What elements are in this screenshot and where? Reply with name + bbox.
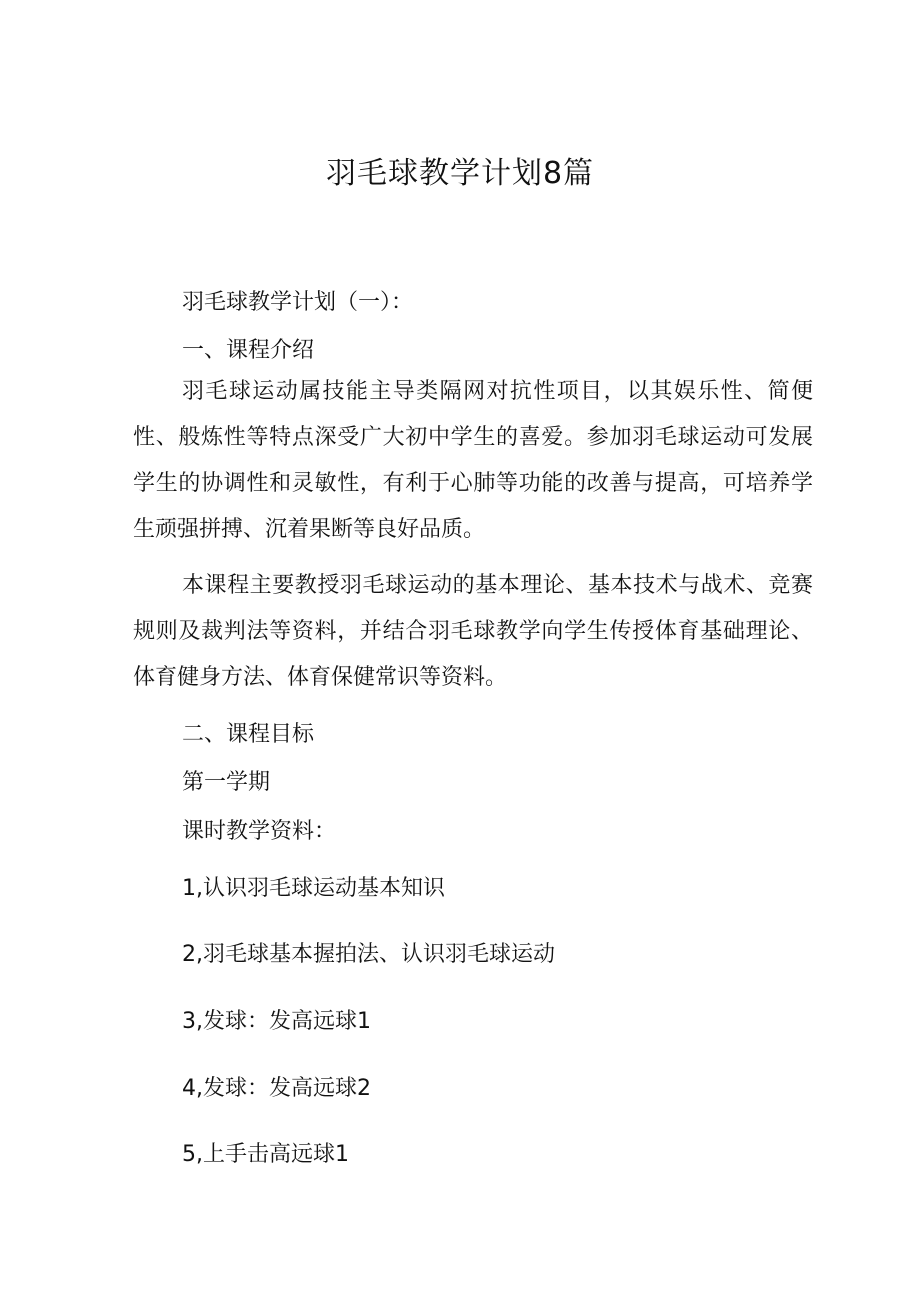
section2-heading: 二、课程目标 (182, 722, 315, 747)
section1-heading: 一、课程介绍 (182, 338, 315, 363)
list-item: 4,发球：发高远球2 (182, 1076, 371, 1101)
list-item: 1,认识羽毛球运动基本知识 (182, 876, 445, 901)
section1-paragraph-2: 本课程主要教授羽毛球运动的基本理论、基本技术与战术、竞赛规则及裁判法等资料，并结合羽毛球教学向学生传授体育基础理论、体育健身方法、体育保健常识等资料。 (133, 573, 813, 690)
list-item: 3,发球：发高远球1 (182, 1009, 371, 1034)
plan-heading: 羽毛球教学计划（一）： (182, 290, 414, 315)
content-label: 课时教学资料： (182, 819, 337, 844)
document-title: 羽毛球教学计划8篇 (325, 156, 595, 191)
section1-paragraph-1: 羽毛球运动属技能主导类隔网对抗性项目，以其娱乐性、简便性、般炼性等特点深受广大初中学生的喜爱。参加羽毛球运动可发展学生的协调性和灵敏性，有利于心肺等功能的改善与提高，可培养学生顽强拼搏、沉着果断等良好品质。 (133, 379, 813, 542)
list-item: 5,上手击高远球1 (182, 1142, 349, 1167)
term-label: 第一学期 (182, 770, 271, 795)
list-item: 2,羽毛球基本握拍法、认识羽毛球运动 (182, 942, 555, 967)
